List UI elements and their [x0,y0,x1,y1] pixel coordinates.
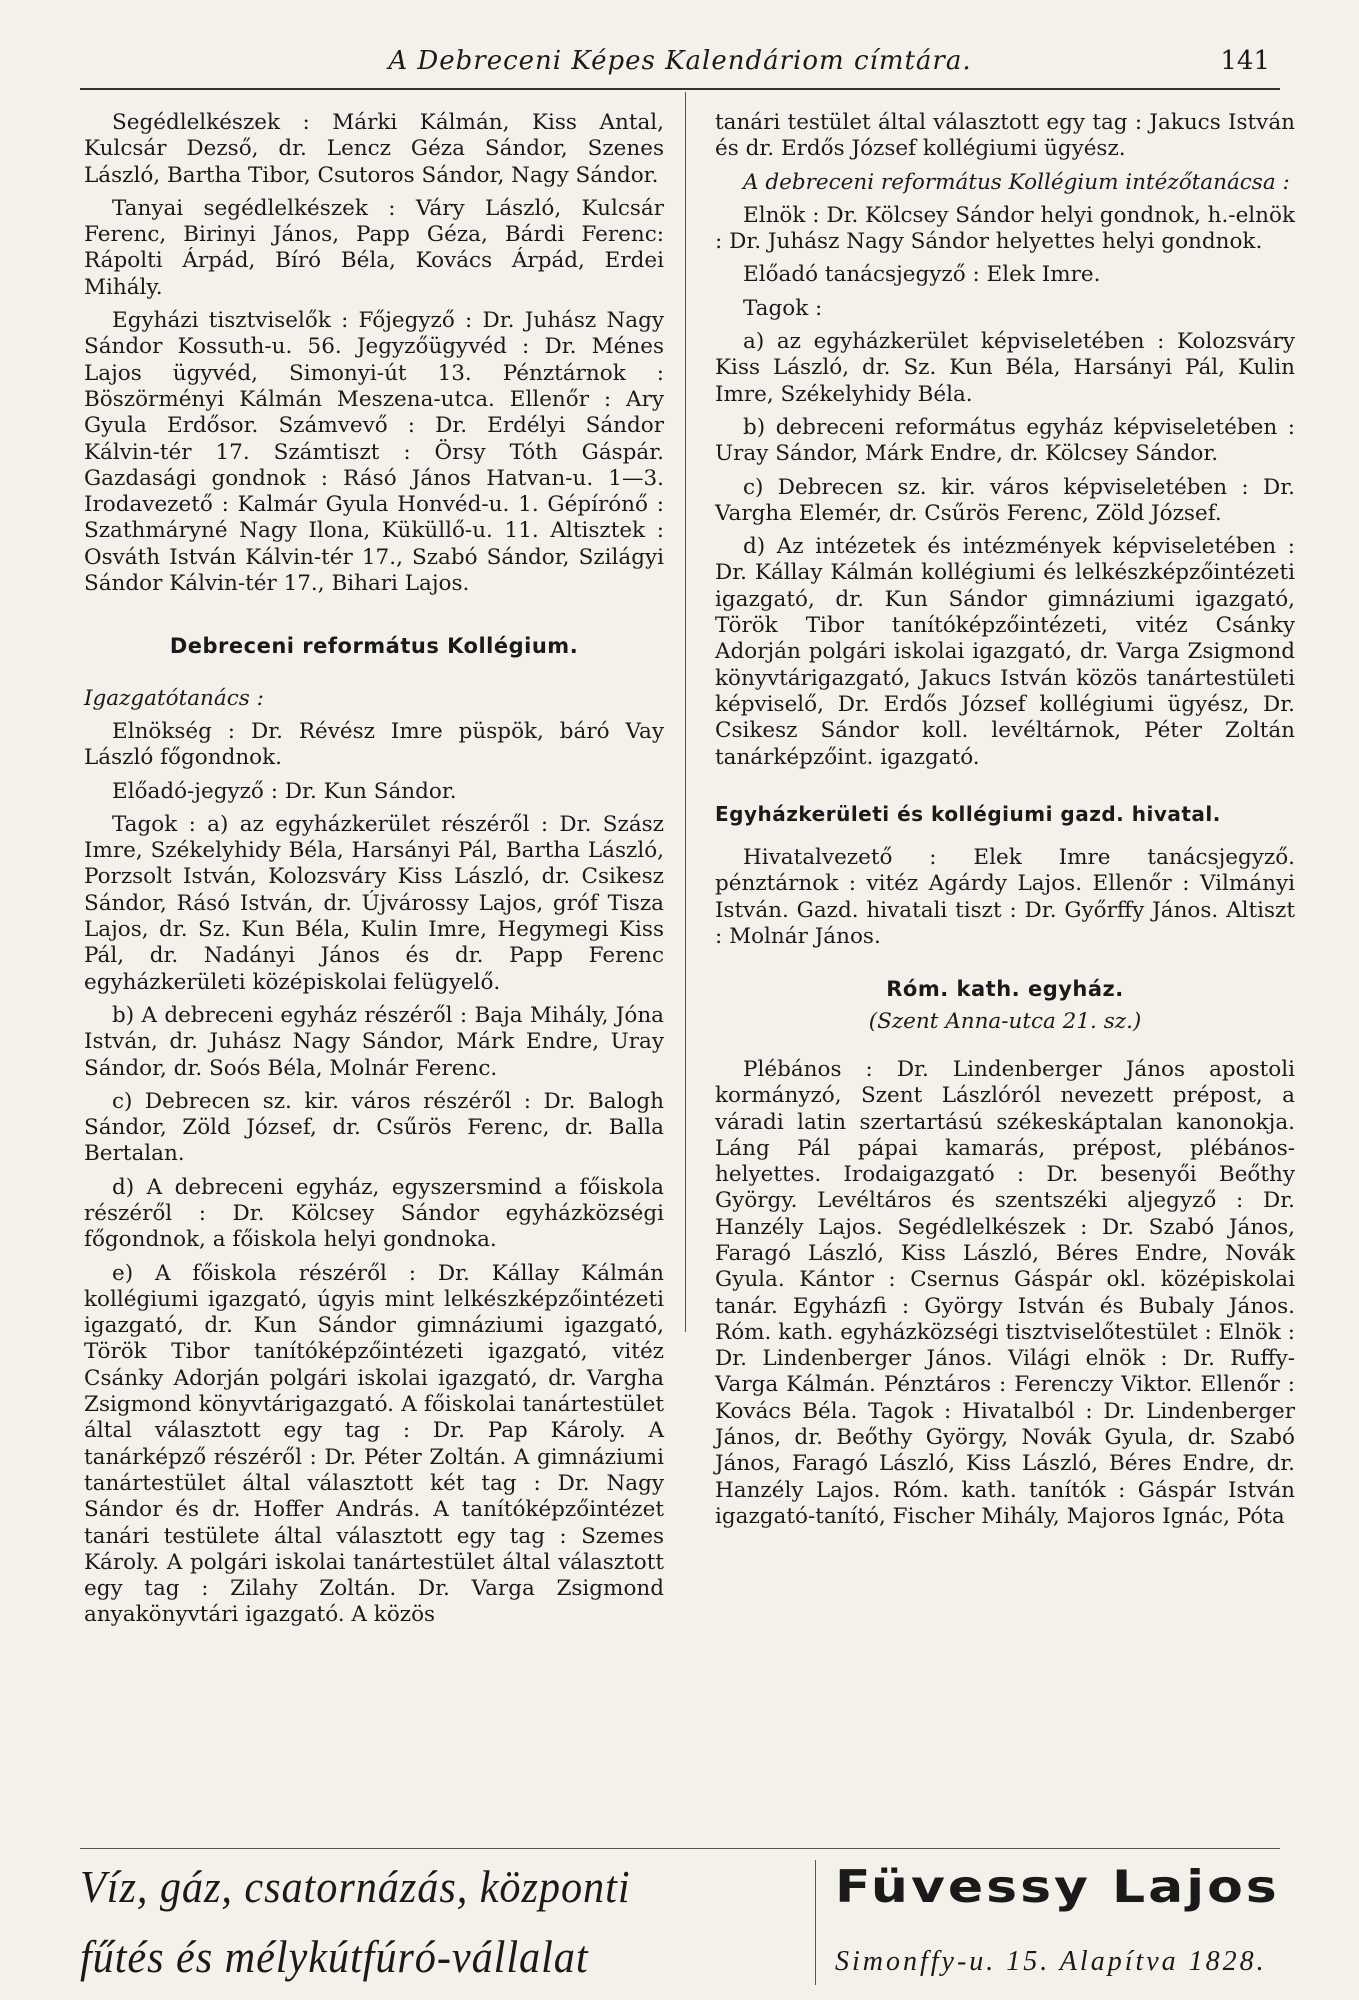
paragraph: Egyházi tisztviselők : Főjegyző : Dr. Juhász Nagy Sándor Kossuth-u. 56. Jegyzőügyvéd : Dr. Ménes Lajos ügyvéd, Simonyi-út 13. Pénztárnok : Böszörményi Kálmán Meszena-utca. Ellenőr : Ary Gyula Erdősor. Számvevő : Dr. Erdélyi Sándor Kálvin-tér 17. Számtiszt : Örsy Tóth Gáspár. Gazdasági gondnok : Rásó János Hatvan-u. 1—3. Irodavezető : Kalmár Gyula Honvéd-u. 1. Gépírónő : Szathmáryné Nagy Ilona, Küküllő-u. 11. Altisztek : Osváth István Kálvin-tér 17., Szabó Sándor, Szilágyi Sándor Kálvin-tér 17., Bihari Lajos. [84,308,664,597]
paragraph: a) az egyházkerület képviseletében : Kolozsváry Kiss László, dr. Sz. Kun Béla, Harsányi Pál, Kulin Imre, Székelyhidy Béla. [715,329,1295,407]
paragraph: d) A debreceni egyház, egyszersmind a főiskola részéről : Dr. Kölcsey Sándor egyházközségi főgondnok, a főiskola helyi gondnoka. [84,1174,664,1253]
paragraph: Előadó-jegyző : Dr. Kun Sándor. [112,778,457,804]
column-divider [685,92,686,1332]
advertisement [80,1860,1280,1990]
subheading: A debreceni református Kollégium intézőtanácsa : [743,169,1290,195]
section-heading: Egyházkerületi és kollégiumi gazd. hivatal. [715,801,1221,826]
advert-line-1: Víz, gáz, csatornázás, központi [80,1861,631,1912]
advert-address: Simonffy-u. 15. Alapítva 1828. [835,1946,1267,1977]
page-header [80,40,1280,90]
advert-divider [815,1860,816,1985]
paragraph: d) Az intézetek és intézmények képviseletében : Dr. Kállay Kálmán kollégiumi és lelkészképzőintézeti igazgató, dr. Kun Sándor gimnáziumi igazgató, Török Tibor tanítóképzőintézeti, vitéz Csánky Adorján polgári iskolai igazgató, dr. Varga Zsigmond könyvtárigazgató, Jakucs István közös tanártestületi képviselő, Dr. Erdős József kollégiumi ügyész, Dr. Csikesz Sándor koll. levéltárnok, Péter Zoltán tanárképzőint. igazgató. [715,534,1295,770]
paragraph: b) debreceni református egyház képviseletében : Uray Sándor, Márk Endre, dr. Kölcsey Sándor. [715,414,1295,467]
paragraph: Elnök : Dr. Kölcsey Sándor helyi gondnok, h.-elnök : Dr. Juhász Nagy Sándor helyettes helyi gondnok. [715,202,1295,255]
paragraph: Előadó tanácsjegyző : Elek Imre. [743,262,1101,288]
paragraph: b) A debreceni egyház részéről : Baja Mihály, Jóna István, dr. Juhász Nagy Sándor, Márk Endre, Uray Sándor, dr. Soós Béla, Molnár Ferenc. [84,1002,664,1081]
paragraph: Tanyai segédlelkészek : Váry László, Kulcsár Ferenc, Birinyi János, Papp Géza, Bárdi Ferenc: Rápolti Árpád, Bíró Béla, Kovács Árpád, Erdei Mihály. [84,195,664,300]
paragraph: Plébános : Dr. Lindenberger János apostoli kormányzó, Szent Lászlóról nevezett prépost, a váradi latin szertartású székeskáptalan kanonokja. Láng Pál pápai kamarás, prépost, plébános-helyettes. Irodaigazgató : Dr. besenyői Beőthy György. Levéltáros és szentszéki aljegyző : Dr. Hanzély Lajos. Segédlelkészek : Dr. Szabó János, Faragó László, Kiss László, Béres Endre, Novák Gyula. Kántor : Csernus Gáspár okl. középiskolai tanár. Egyházfi : György István és Bubaly János. Róm. kath. egyházközségi tisztviselőtestület : Elnök : Dr. Lindenberger János. Világi elnök : Dr. Ruffy-Varga Kálmán. Pénztáros : Ferenczy Viktor. Ellenőr : Kovács Béla. Tagok : Hivatalból : Dr. Lindenberger János, dr. Beőthy György, Novák Gyula, dr. Szabó János, Faragó László, Kiss László, Béres Endre, dr. Hanzély Lajos. Róm. kath. tanítók : Gáspár István igazgató-tanító, Fischer Mihály, Majoros Ignác, Póta [715,1056,1295,1529]
subheading: (Szent Anna-utca 21. sz.) [868,1008,1142,1034]
header-rule [80,88,1280,90]
section-heading: Róm. kath. egyház. [886,977,1124,1002]
left-column [84,110,664,1636]
advert-rule [80,1848,1280,1849]
paragraph: Elnökség : Dr. Révész Imre püspök, báró Vay László főgondnok. [84,718,664,771]
paragraph: Hivatalvezető : Elek Imre tanácsjegyző. pénztárnok : vitéz Agárdy Lajos. Ellenőr : Vilmányi István. Gazd. hivatali tiszt : Dr. Győrffy János. Altiszt : Molnár János. [715,845,1295,950]
paragraph: tanári testület által választott egy tag : Jakucs István és dr. Erdős József kollégiumi ügyész. [715,110,1295,162]
paragraph: c) Debrecen sz. kir. város képviseletében : Dr. Vargha Elemér, dr. Csűrös Ferenc, Zöld József. [715,474,1295,526]
advert-line-2: fűtés és mélykútfúró-vállalat [80,1931,589,1982]
running-title: A Debreceni Képes Kalendáriom címtára. [388,46,972,76]
advert-brand: Füvessy Lajos [835,1862,1280,1913]
page-number: 141 [1220,46,1270,76]
paragraph: Segédlelkészek : Márki Kálmán, Kiss Antal, Kulcsár Dezső, dr. Lencz Géza Sándor, Szenes László, Bartha Tibor, Csutoros Sándor, Nagy Sándor. [84,110,664,188]
paragraph: Tagok : [743,295,823,321]
paragraph: c) Debrecen sz. kir. város részéről : Dr. Balogh Sándor, Zöld József, dr. Csűrös Ferenc, dr. Balla Bertalan. [84,1088,664,1167]
paragraph: Tagok : a) az egyházkerület részéről : Dr. Szász Imre, Székelyhidy Béla, Harsányi Pál, Bartha László, Porzsolt István, Kolozsváry Kiss László, dr. Csikesz Sándor, Rásó István, dr. Újvárossy Lajos, gróf Tisza Lajos, dr. Sz. Kun Béla, Kulin Imre, Hegymegi Kiss Pál, dr. Nadányi János és dr. Papp Ferenc egyházkerületi középiskolai felügyelő. [84,811,664,995]
right-column [715,110,1295,1537]
subheading: Igazgatótanács : [84,685,264,711]
paragraph: e) A főiskola részéről : Dr. Kállay Kálmán kollégiumi igazgató, úgyis mint lelkészképzőintézeti igazgató, dr. Kun Sándor gimnáziumi igazgató, Török Tibor tanítóképzőintézeti igazgató, vitéz Csánky Adorján polgári iskolai igazgató, dr. Vargha Zsigmond könyvtárigazgató. A főiskolai tanártestület által választott egy tag : Dr. Pap Károly. A tanárképző részéről : Dr. Péter Zoltán. A gimnáziumi tanártestület által választott két tag : Dr. Nagy Sándor és dr. Hoffer András. A tanítóképzőintézet tanári testülete által választott egy tag : Szemes Károly. A polgári iskolai tanártestület által választott egy tag : Zilahy Zoltán. Dr. Varga Zsigmond anyakönyvtári igazgató. A közös [84,1260,664,1628]
section-heading: Debreceni református Kollégium. [169,634,579,659]
